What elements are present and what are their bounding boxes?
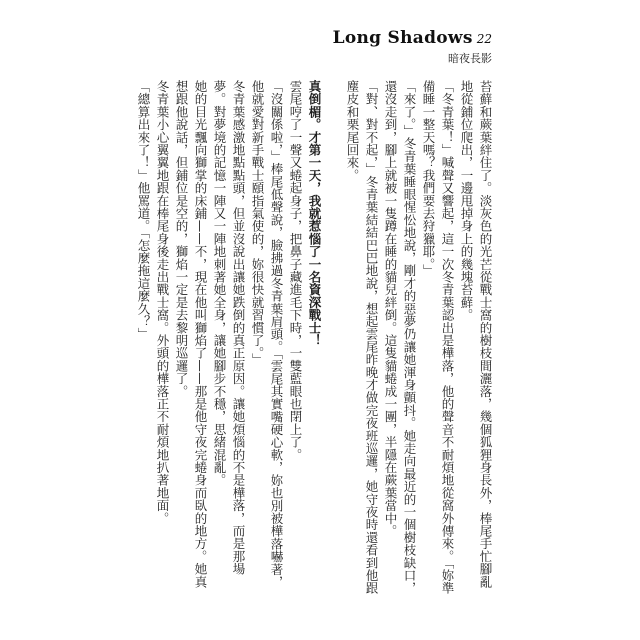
paragraph-8: 冬青葉感激地點點頭，但並沒說出讓她跌倒的真正原因。讓她煩惱的不是樺落，而是那場夢。對夢境的記憶一陣又一陣地刺著她全身，讓她腳步不穩，思緒混亂。 (212, 80, 246, 576)
paragraph-7: 「沒關係啦，」棒尾低聲說，臉拂過冬青葉肩頭。「雲尾其實嘴硬心軟，妳也別被樺落嚇著，他就愛對新手戰士頤指氣使的，妳很快就習慣了。」 (250, 80, 284, 589)
paragraph-1: 苔蘚和蕨葉絆住了。淡灰色的光芒從戰士窩的樹枝間灑落，幾個狐狸身長外，棒尾手忙腳亂地從鋪位爬出，一邊甩掉身上的幾塊苔蘚。 (459, 80, 493, 588)
book-title: Long Shadows (332, 28, 473, 48)
vertical-text-body (138, 80, 495, 600)
paragraph-6: 雲尾哼了一聲又蜷起身子，把鼻子藏進毛下時，一雙藍眼也閉上了。 (288, 80, 303, 461)
page-number: 22 (476, 32, 492, 46)
paragraph-5-thought: 真倒楣。才第一天，我就惹惱了一名資深戰士！ (307, 80, 322, 347)
page-header (333, 28, 492, 66)
paragraph-9: 她的目光飄向獅掌的床鋪——不，現在他叫獅焰了——那是他守夜完蜷身而臥的地方。她真想跟他說話，但鋪位是空的，獅焰一定是去黎明巡邏了。 (174, 80, 208, 588)
paragraph-3: 「來了。」冬青葉睡眼惺忪地說，剛才的惡夢仍讓她渾身顫抖。她走向最近的一個樹枝缺口，還沒走到，腳上就被一隻蹲在睡的貓兒絆倒。這隻貓蜷成一團，半隱在蕨葉當中。 (383, 80, 417, 595)
paragraph-10: 冬青葉小心翼翼地跟在棒尾身後走出戰士窩。外頭的樺落正不耐煩地扒著地面。 (155, 80, 170, 525)
paragraph-11: 「總算出來了！」他罵道。「怎麼拖這麼久？」 (136, 80, 151, 341)
paragraph-4: 「對、對不起，」冬青葉結結巴巴地說，想起雲尾昨晚才做完夜班巡邏，她守夜時還看到他跟塵皮和栗尾回來。 (345, 80, 379, 595)
header-title-line (333, 28, 492, 48)
paragraph-2: 「冬青葉！」喊聲又響起，這一次冬青葉認出是樺落，他的聲音不耐煩地從窩外傳來。「妳準備睡一整天嗎？我們要去狩獵耶。」 (421, 80, 455, 595)
chapter-subtitle: 暗夜長影 (448, 52, 492, 65)
